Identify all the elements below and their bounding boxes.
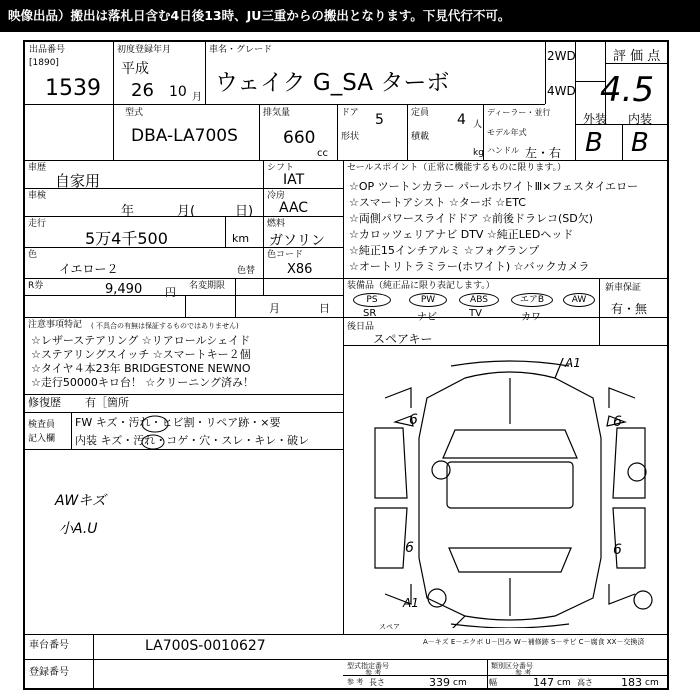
chassis-value: LA700S-0010627 [145,638,266,654]
color-value: イエロー２ [59,262,119,276]
notes-label: 注意事項特記 [28,320,83,330]
equip-navi: ナビ [417,312,437,323]
lot-number: 1539 [45,76,101,101]
dealer-label: ディーラー・並行 [487,108,551,117]
rear-items-label: 後日品 [347,322,375,332]
equipment-label: 装備品（純正品に限り表記します。） [347,281,495,291]
displacement-unit: cc [317,148,328,159]
fuel-value: ガソリン [269,233,325,249]
drive-4wd: 4WD [547,84,576,98]
height-value: 183 [621,676,642,689]
equip-sr: SR [363,308,377,319]
shift-value: IAT [283,172,305,188]
capacity-label: 定員 [411,108,430,118]
lot-label: 出品番号 [29,45,66,55]
damage-mark-a1-bottom: A1 [403,596,419,610]
handwritten-circles [140,412,170,450]
model-label: 型式 [125,108,144,118]
sales-point-item: ☆オートリトラミラー(ホワイト) ☆バックカメラ [349,260,590,273]
score-value: 4.5 [600,70,655,110]
capacity-value: 4 [457,112,466,128]
note-item: ☆タイヤ４本23年 BRIDGESTONE NEWNO [31,362,251,375]
mileage-label: 走行 [28,219,47,229]
score-label: 評 価 点 [613,49,661,64]
tire-rear-left: 6 [405,540,414,556]
sales-point-item: ☆純正15インチアルミ ☆フォグランプ [349,244,540,257]
first-reg-era: 平成 [121,61,149,77]
inspection-month: 月( [177,204,196,219]
ac-label: 冷房 [267,191,286,201]
equip-ps: PS [353,293,391,307]
recycle-label: R券 [28,281,44,291]
mileage-unit: km [232,232,250,245]
length-unit: cm [453,678,467,688]
inspector-label: 検査員 [28,420,56,430]
rear-items-value: スペアキー [373,332,433,346]
notes-sublabel: ( 不具合の有無は保証するものではありません) [91,322,239,330]
spare-label: スペア [379,623,400,631]
name-change-label: 名変期限 [189,281,226,291]
color-label: 色 [28,250,38,260]
note-item: ☆ステアリングスイッチ ☆スマートキー２個 [31,348,251,361]
usage-value: 自家用 [55,172,101,190]
inspection-day: 日) [235,204,254,219]
name-change-month: 月 [269,302,280,315]
model-year-label: モデル年式 [487,128,527,137]
sales-point-item: ☆カロッツェリアナビ DTV ☆純正LEDヘッド [349,228,574,241]
sales-point-item: ☆両側パワースライドドア ☆前後ドラレコ(SD欠) [349,212,594,225]
color-code-value: X86 [287,262,313,277]
repair-label: 修復歴 [28,396,61,409]
handle-label: ハンドル [487,146,519,155]
car-name-label: 車名・グレード [209,45,273,55]
car-name-value: ウェイク G_SA ターボ [215,70,450,96]
doors-value: 5 [375,112,384,128]
tire-front-left: 6 [409,412,418,428]
inspection-label: 車検 [28,191,47,201]
sales-points-label: セールスポイント（正常に機能するものに限ります。） [347,163,566,173]
exterior-grade: B [585,128,603,158]
color-code-label: 色コード [267,250,304,260]
width-value: 147 [533,676,554,689]
capacity-unit: 人 [473,120,483,130]
equip-abs: ABS [459,293,499,307]
first-reg-month-unit: 月 [192,92,202,103]
interior-label: 内装 [628,112,653,126]
warranty-value: 有・無 [611,302,648,316]
interior-grade: B [631,128,649,158]
repair-value: 有［箇所 [85,396,129,409]
name-change-day: 日 [319,302,330,315]
registration-label: 登録番号 [29,667,69,678]
color-change-label: 色替 [237,266,256,276]
defects-exterior: FW キズ・汚れ・ヒビ割・リペア跡・×要 [75,416,281,429]
handwritten-note-2: 小A.U [59,521,98,537]
lot-sub: [1890] [29,58,59,68]
chassis-label: 車台番号 [29,640,69,651]
load-unit: kg [473,148,484,158]
equip-pw: PW [409,293,447,307]
width-unit: cm [557,678,571,688]
recycle-value: 9,490 [105,282,143,297]
model-designation-label: 型式指定番号 [347,662,389,670]
usage-label: 車歴 [28,163,47,173]
sales-point-item: ☆スマートアシスト ☆ターボ ☆ETC [349,196,526,209]
recycle-unit: 円 [165,286,176,299]
dims-ref: 参 考 [347,678,364,686]
header-notice: 映像出品）搬出は落札日含む4日後13時、JU三重からの搬出となります。下見代行不可。 [0,0,700,32]
tire-rear-right: 6 [613,542,622,558]
first-reg-year: 26 [131,80,154,101]
first-reg-label: 初度登録年月 [117,45,172,55]
length-label: 長さ [369,678,385,687]
handle-value: 左・右 [525,146,562,160]
equip-tv: TV [469,308,482,319]
handwritten-note-1: AWキズ [55,493,106,509]
warranty-label: 新車保証 [605,283,642,293]
height-unit: cm [645,678,659,688]
length-value: 339 [429,676,450,689]
note-item: ☆走行50000キロ台！ ☆クリーニング済み！ [31,376,254,389]
classification-label: 類別区分番号 [491,662,533,670]
classification-ref: 参 考 [515,669,532,677]
width-label: 幅 [489,678,497,687]
model-designation-ref: 参 考 [365,669,382,677]
inspection-year: 年 [121,204,135,219]
model-value: DBA-LA700S [131,126,238,146]
shift-label: シフト [267,163,295,173]
exterior-label: 外装 [583,112,608,126]
tire-front-right: 6 [613,414,622,430]
height-label: 高さ [577,678,593,687]
shape-label: 形状 [341,132,360,142]
fuel-label: 燃料 [267,219,286,229]
inspector-label-2: 記入欄 [28,434,56,444]
mileage-value: 5万4千500 [85,229,168,248]
doors-label: ドア [341,108,359,118]
drive-2wd: 2WD [547,49,576,63]
damage-legend: A－キズ E－エクボ U－凹み W－補修跡 S－サビ C－腐食 XX－交換済 [423,638,645,646]
load-label: 積載 [411,132,430,142]
sales-point-item: ☆OP ツートンカラー パールホワイトⅢ×フェスタイエロー [349,180,639,193]
first-reg-month: 10 [169,84,187,100]
displacement-value: 660 [283,128,316,148]
displacement-label: 排気量 [263,108,291,118]
equip-airbag: エアB [511,293,553,307]
note-item: ☆レザーステアリング ☆リアロールシェイド [31,334,251,347]
equip-leather: カワ [521,312,541,323]
defects-interior: 内装 キズ・汚れ・コゲ・穴・スレ・キレ・破レ [75,434,310,447]
car-diagram [355,358,665,628]
auction-sheet [23,40,669,690]
ac-value: AAC [279,200,309,216]
equip-aw: AW [563,293,595,307]
damage-mark-a1-top: A1 [565,356,581,370]
